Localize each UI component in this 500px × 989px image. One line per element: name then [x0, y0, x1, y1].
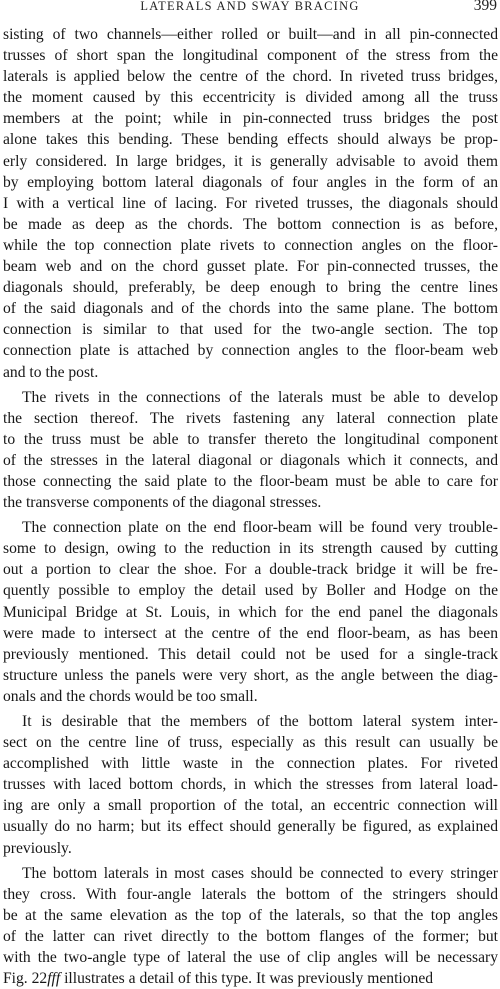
- figure-ref-suffix: fff: [47, 970, 61, 988]
- text-line: of the latter can rivet directly to the bottom flanges of the former; but: [3, 927, 498, 945]
- text-line: be at the same elevation as the top of the laterals, so that the top angles: [3, 906, 498, 924]
- text-line: with the two-angle type of lateral the use of clip angles will be necessary: [3, 949, 498, 967]
- page-number: 399: [473, 0, 497, 14]
- text-line: of the said diagonals and of the chords into the same plane. The bottom: [3, 300, 498, 318]
- text-line: The rivets in the connections of the laterals must be able to develop: [22, 388, 498, 406]
- text-line: ing are only a small proportion of the total, an eccentric connection will: [3, 797, 498, 815]
- text-line: the section thereof. The rivets fastening any lateral connection plate: [3, 409, 498, 427]
- page-header: [0, 0, 500, 18]
- text-line: The connection plate on the end floor-beam will be found very trouble-: [22, 519, 498, 537]
- text-line: some to design, owing to the reduction in its strength caused by cutting: [3, 540, 498, 558]
- text-line: by employing bottom lateral diagonals of four angles in the form of an: [3, 173, 498, 191]
- text-line: trusses of short span the longitudinal component of the stress from the: [3, 47, 498, 65]
- text-line: It is desirable that the members of the bottom lateral system inter-: [22, 713, 498, 730]
- text-line: structure unless the panels were very short, as the angle between the diag-: [3, 666, 498, 684]
- text-line: Municipal Bridge at St. Louis, in which for the end panel the diagonals: [3, 603, 498, 621]
- text-line: Fig. 22fff illustrates a detail of this type. It was previously mentioned: [3, 970, 434, 988]
- text-line: accomplished with little waste in the connection plates. For riveted: [3, 755, 498, 773]
- text-line: sect on the centre line of truss, especially as this result can usually be: [3, 734, 498, 752]
- text-line: to the truss must be able to transfer thereto the longitudinal component: [3, 430, 498, 448]
- text-line: those connecting the said plate to the floor-beam must be able to care for: [3, 472, 498, 490]
- text-line: and to the post.: [3, 363, 99, 381]
- text-line: sisting of two channels—either rolled or built—and in all pin-connected: [3, 26, 498, 43]
- text-line: diagonals should, preferably, be deep enough to bring the centre lines: [3, 279, 498, 297]
- text-line: the transverse components of the diagonal stresses.: [3, 494, 322, 512]
- text-line: alone takes this bending. These bending effects should always be prop-: [3, 131, 498, 149]
- text-line: of the stresses in the lateral diagonal or diagonals which it connects, and: [3, 451, 498, 469]
- text-line: connection plate is attached by connection angles to the floor-beam web: [3, 342, 498, 360]
- text-line: erly considered. In large bridges, it is generally advisable to avoid them: [3, 152, 498, 170]
- text-line: out a portion to clear the shoe. For a double-track bridge it will be fre-: [3, 561, 498, 579]
- text-line: quently possible to employ the detail used by Boller and Hodge on the: [3, 582, 498, 600]
- text-line: laterals is applied below the centre of the chord. In riveted truss bridges,: [3, 68, 498, 86]
- text-line: trusses with laced bottom chords, in which the stresses from lateral load-: [3, 776, 498, 794]
- paragraph: [0, 387, 500, 514]
- text-line: while the top connection plate rivets to connection angles on the floor-: [3, 236, 498, 254]
- text-line: beam web and on the chord gusset plate. For pin-connected trusses, the: [3, 258, 498, 276]
- paragraph: [0, 711, 500, 859]
- text-line: they cross. With four-angle laterals the bottom of the stringers should: [3, 885, 498, 903]
- text-line: the moment caused by this eccentricity is divided among all the truss: [3, 89, 498, 107]
- text-line: previously.: [3, 839, 72, 857]
- text-line: were made to intersect at the centre of the end floor-beam, as has been: [3, 624, 498, 642]
- text-line: members at the point; while in pin-connected truss bridges the post: [3, 110, 498, 128]
- paragraph: [0, 24, 500, 383]
- text-line: usually do no harm; but its effect should generally be figured, as explained: [3, 818, 498, 836]
- paragraph: [0, 863, 500, 989]
- text-line: The bottom laterals in most cases should be connected to every stringer: [22, 864, 498, 882]
- paragraph: [0, 517, 500, 707]
- text-line: onals and the chords would be too small.: [3, 687, 258, 705]
- text-line: connection is similar to that used for the two-angle section. The top: [3, 321, 498, 339]
- running-head: LATERALS AND SWAY BRACING: [140, 0, 360, 13]
- text-line: previously mentioned. This detail could not be used for a single-track: [3, 645, 498, 663]
- text-line: I with a vertical line of lacing. For riveted trusses, the diagonals should: [3, 194, 498, 212]
- text-line: be made as deep as the chords. The bottom connection is as before,: [3, 215, 498, 233]
- body-text: [0, 24, 500, 989]
